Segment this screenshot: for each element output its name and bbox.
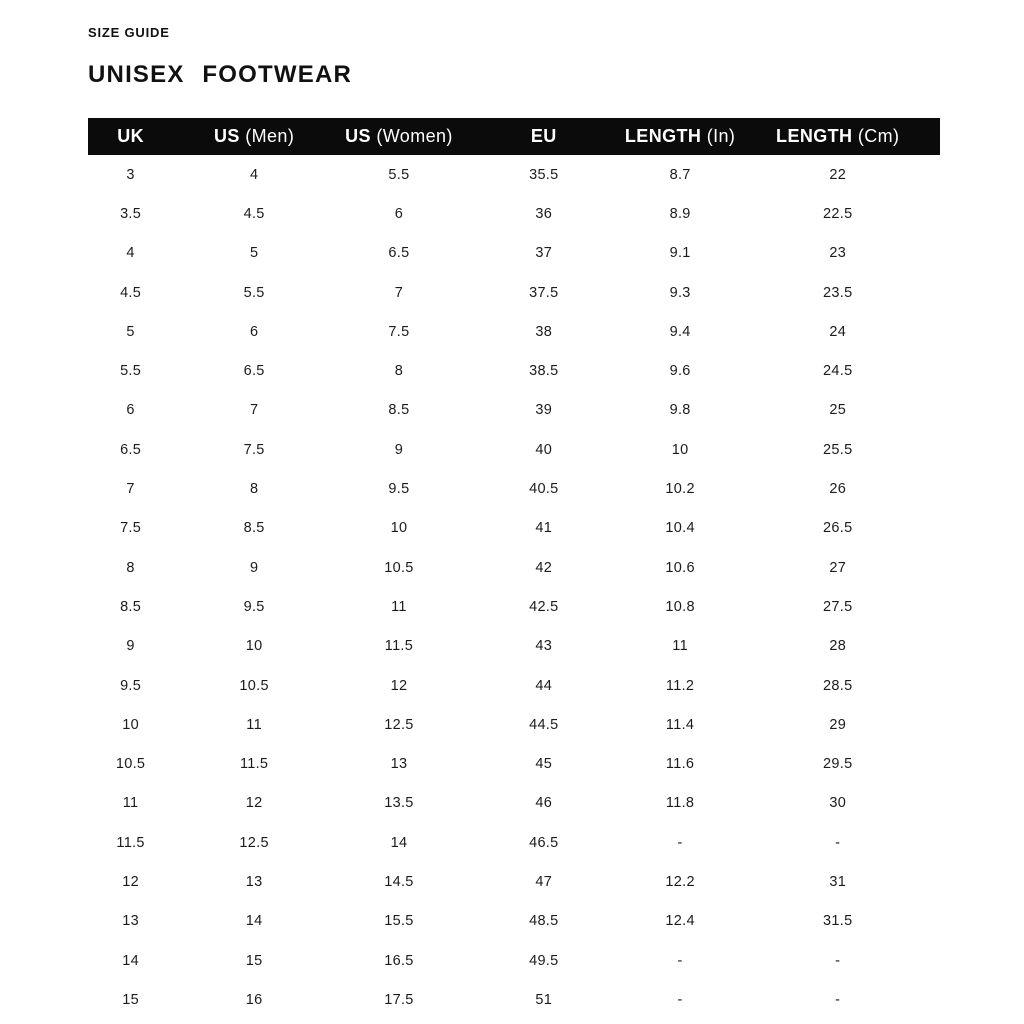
table-cell: 4 (249, 166, 259, 183)
table-cell: 6 (249, 323, 259, 340)
table-cell: 15 (122, 991, 139, 1008)
table-cell: 14 (122, 952, 139, 969)
table-cell: 10 (671, 441, 689, 458)
table-cell: 12.2 (665, 873, 695, 890)
table-cell: 37 (535, 245, 553, 262)
table-cell: 15 (245, 952, 263, 969)
table-row (88, 312, 940, 351)
table-cell: 10.4 (665, 520, 695, 537)
table-row (88, 587, 940, 626)
table-cell: 9.5 (243, 598, 265, 615)
table-cell: 7 (126, 481, 135, 498)
table-cell: 42.5 (529, 598, 559, 615)
table-cell: 28.5 (823, 677, 853, 694)
table-cell: 10 (245, 638, 263, 655)
table-cell: 12.4 (665, 913, 695, 930)
table-cell: 8.9 (669, 205, 691, 222)
table-cell: 4.5 (243, 205, 265, 222)
table-cell: 38.5 (529, 363, 559, 380)
table-cell: 5 (249, 245, 259, 262)
table-cell: 6.5 (388, 245, 410, 262)
table-cell: 10.6 (665, 559, 695, 576)
table-cell: 44 (535, 677, 553, 694)
table-cell: 8 (394, 363, 404, 380)
table-cell: 8.5 (120, 598, 142, 615)
table-cell: 7 (394, 284, 404, 301)
table-cell: 10.5 (115, 756, 146, 773)
table-cell: 13 (390, 756, 408, 773)
table-cell: 12.5 (239, 834, 269, 851)
table-cell: 9 (249, 559, 259, 576)
table-cell: 23 (829, 245, 847, 262)
table-cell: 11 (672, 638, 688, 655)
table-cell: 12 (245, 795, 263, 812)
table-cell: 11 (122, 795, 139, 812)
table-cell: 7.5 (120, 520, 142, 537)
table-cell: 26.5 (823, 520, 853, 537)
table-cell: 9.5 (388, 481, 410, 498)
table-row (88, 784, 940, 823)
table-cell: 27 (829, 559, 847, 576)
table-row (88, 705, 940, 744)
table-cell: 41 (535, 520, 553, 537)
table-cell: 22 (829, 166, 847, 183)
table-cell: 8 (249, 481, 259, 498)
table-cell: 9.8 (669, 402, 691, 419)
table-cell: 4 (126, 245, 135, 262)
table-cell: 3.5 (120, 205, 142, 222)
table-cell: 29 (829, 716, 847, 733)
table-cell: 6.5 (243, 363, 265, 380)
table-cell: 48.5 (529, 913, 559, 930)
table-cell: 10.8 (665, 598, 695, 615)
table-cell: 23.5 (823, 284, 853, 301)
table-cell: 25 (829, 402, 847, 419)
col-header-length-cm-label: LENGTH (776, 126, 853, 146)
table-cell: 10 (122, 716, 139, 733)
table-cell: 11.4 (665, 716, 695, 733)
table-cell: 9 (394, 441, 404, 458)
table-cell: 13 (122, 913, 139, 930)
table-cell: 8.5 (388, 402, 410, 419)
table-cell: - (835, 991, 841, 1008)
table-cell: 6 (394, 205, 404, 222)
table-cell: 45 (535, 756, 553, 773)
table-header-row (88, 118, 940, 155)
table-cell: 36 (535, 205, 553, 222)
table-cell: 9.6 (669, 363, 691, 380)
table-cell: 12 (390, 677, 408, 694)
size-conversion-table (88, 118, 940, 1020)
table-cell: 11.8 (665, 795, 695, 812)
table-cell: 9.3 (669, 284, 691, 301)
table-row (88, 941, 940, 980)
table-cell: 26 (829, 481, 847, 498)
table-cell: 11 (246, 716, 262, 733)
table-body (88, 155, 940, 1020)
col-header-length-in: LENGTH (In) (625, 118, 736, 155)
col-header-us-women: US (Women) (335, 118, 463, 155)
table-cell: 38 (535, 323, 553, 340)
col-header-us-women-label: US (345, 126, 371, 146)
table-cell: 46 (535, 795, 553, 812)
table-cell: 9.1 (669, 245, 691, 262)
col-header-us-men: US (Men) (173, 118, 335, 155)
table-cell: 11.5 (116, 834, 145, 851)
table-row (88, 666, 940, 705)
col-header-eu (463, 118, 625, 155)
table-cell: 39 (535, 402, 553, 419)
table-cell: 11.5 (384, 638, 414, 655)
table-row (88, 862, 940, 901)
page-title: UNISEX FOOTWEAR (88, 61, 353, 88)
table-cell: - (677, 991, 683, 1008)
table-cell: 40 (535, 441, 553, 458)
table-cell: 14 (245, 913, 263, 930)
table-cell: 9.4 (669, 323, 691, 340)
col-header-length-cm: LENGTH (Cm) (735, 118, 940, 155)
table-cell: 28 (829, 638, 847, 655)
table-cell: 29.5 (823, 756, 853, 773)
table-cell: 5.5 (388, 166, 410, 183)
table-cell: 15.5 (384, 913, 414, 930)
table-cell: 47 (535, 873, 553, 890)
table-cell: 16 (245, 991, 263, 1008)
table-row (88, 548, 940, 587)
table-cell: 16.5 (384, 952, 414, 969)
col-header-eu-label: EU (530, 126, 557, 146)
table-cell: 6 (126, 402, 135, 419)
table-row (88, 194, 940, 233)
table-cell: 40.5 (529, 481, 559, 498)
table-row (88, 627, 940, 666)
table-cell: 10.5 (239, 677, 269, 694)
table-row (88, 391, 940, 430)
table-cell: 10.2 (665, 481, 695, 498)
table-cell: 25.5 (823, 441, 853, 458)
table-cell: 14.5 (384, 873, 414, 890)
table-cell: 8 (126, 559, 135, 576)
table-cell: 8.5 (243, 520, 265, 537)
table-cell: - (835, 834, 841, 851)
table-cell: - (835, 952, 841, 969)
col-header-us-men-label: US (214, 126, 240, 146)
table-row (88, 273, 940, 312)
table-cell: 7.5 (243, 441, 265, 458)
col-header-length-in-label: LENGTH (624, 126, 702, 146)
table-row (88, 234, 940, 273)
size-guide-eyebrow: SIZE GUIDE (88, 25, 170, 40)
table-cell: 44.5 (529, 716, 559, 733)
table-cell: 12.5 (384, 716, 414, 733)
table-cell: - (677, 834, 683, 851)
table-cell: 42 (535, 559, 553, 576)
table-cell: 11.6 (665, 756, 695, 773)
table-row (88, 980, 940, 1019)
table-row (88, 469, 940, 508)
table-header (88, 118, 940, 155)
col-header-uk (88, 118, 173, 155)
table-cell: 11.2 (665, 677, 695, 694)
table-cell: 43 (535, 638, 553, 655)
table-cell: 24.5 (823, 363, 853, 380)
table-cell: 22.5 (823, 205, 853, 222)
table-cell: 49.5 (529, 952, 559, 969)
table-row (88, 509, 940, 548)
table-row (88, 823, 940, 862)
table-cell: 4.5 (120, 284, 142, 301)
table-cell: 5.5 (243, 284, 265, 301)
table-cell: 31.5 (823, 913, 853, 930)
table-cell: 51 (535, 991, 553, 1008)
table-cell: 46.5 (529, 834, 559, 851)
table-cell: 31 (829, 873, 847, 890)
table-cell: 8.7 (669, 166, 691, 183)
table-cell: 13 (245, 873, 263, 890)
table-cell: 9.5 (120, 677, 142, 694)
table-cell: - (677, 952, 683, 969)
table-cell: 30 (829, 795, 847, 812)
table-cell: 12 (122, 873, 139, 890)
col-header-uk-label: UK (117, 126, 144, 146)
table-row (88, 902, 940, 941)
table-row (88, 430, 940, 469)
table-cell: 37.5 (529, 284, 559, 301)
table-cell: 35.5 (529, 166, 559, 183)
table-cell: 5 (126, 323, 135, 340)
table-row (88, 351, 940, 390)
table-cell: 17.5 (384, 991, 414, 1008)
table-cell: 7.5 (388, 323, 410, 340)
table-cell: 27.5 (823, 598, 853, 615)
table-row (88, 744, 940, 783)
table-cell: 9 (126, 638, 135, 655)
table-row (88, 155, 940, 194)
table-cell: 6.5 (120, 441, 142, 458)
table-cell: 10 (390, 520, 408, 537)
table-cell: 13.5 (384, 795, 414, 812)
table-cell: 7 (249, 402, 259, 419)
table-cell: 10.5 (384, 559, 414, 576)
table-cell: 5.5 (120, 363, 142, 380)
table-cell: 3 (126, 166, 135, 183)
table-cell: 14 (390, 834, 408, 851)
table-cell: 11 (391, 598, 407, 615)
table-cell: 24 (829, 323, 847, 340)
table-cell: 11.5 (239, 756, 269, 773)
